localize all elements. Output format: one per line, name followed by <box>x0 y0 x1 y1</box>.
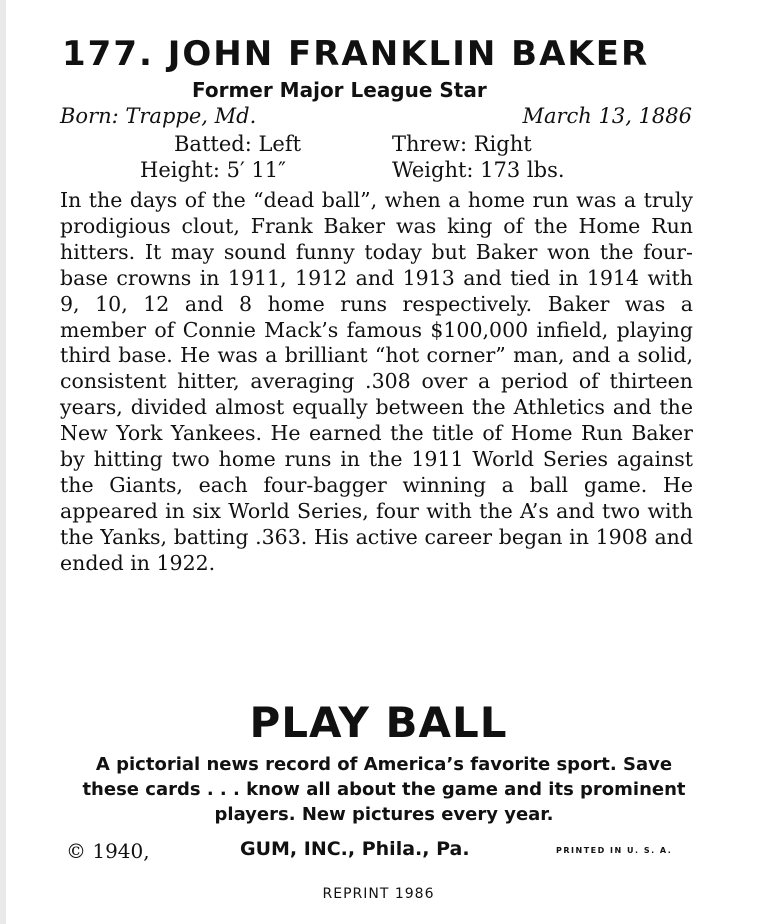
height-stat: Height: 5′ 11″ <box>140 158 286 182</box>
player-title: 177. JOHN FRANKLIN BAKER <box>62 34 650 74</box>
player-subtitle: Former Major League Star <box>192 78 487 102</box>
batted-stat: Batted: Left <box>174 132 302 156</box>
printed-in-usa: PRINTED IN U. S. A. <box>556 846 673 855</box>
copyright-notice: © 1940, <box>66 839 150 863</box>
player-biography: In the days of the “dead ball”, when a home run was a truly prodigious clout, Frank Baker was king of the Home Run hitters. It may sound funny today but Baker won the four-base crowns in 1911, 1912 and 1913 and tied in 1914 with 9, 10, 12 and 8 home runs respectively. Baker was a member of Connie Mack’s famous $100,000 infield, playing third base. He was a brilliant “hot corner” man, and a solid, consistent hitter, averaging .308 over a period of thirteen years, divided almost equally between the Athletics and the New York Yankees. He earned the title of Home Run Baker by hitting two home runs in the 1911 World Series against the Giants, each four-bagger winning a ball game. He appeared in six World Series, four with the A’s and two with the Yanks, batting .363. His active career began in 1908 and ended in 1922. <box>60 188 693 575</box>
weight-stat: Weight: 173 lbs. <box>392 158 565 182</box>
threw-stat: Threw: Right <box>392 132 532 156</box>
card-left-edge <box>0 0 6 924</box>
reprint-notice: REPRINT 1986 <box>322 886 435 902</box>
play-ball-brand: PLAY BALL <box>249 698 508 747</box>
birth-date: March 13, 1886 <box>522 104 692 128</box>
series-tagline: A pictorial news record of America’s favorite sport. Save these cards . . . know all about the game and its prominent players. New pictures every year. <box>82 754 686 825</box>
birth-info-row <box>60 102 692 130</box>
publisher-name: GUM, INC., Phila., Pa. <box>240 838 470 860</box>
birthplace: Born: Trappe, Md. <box>60 104 257 128</box>
